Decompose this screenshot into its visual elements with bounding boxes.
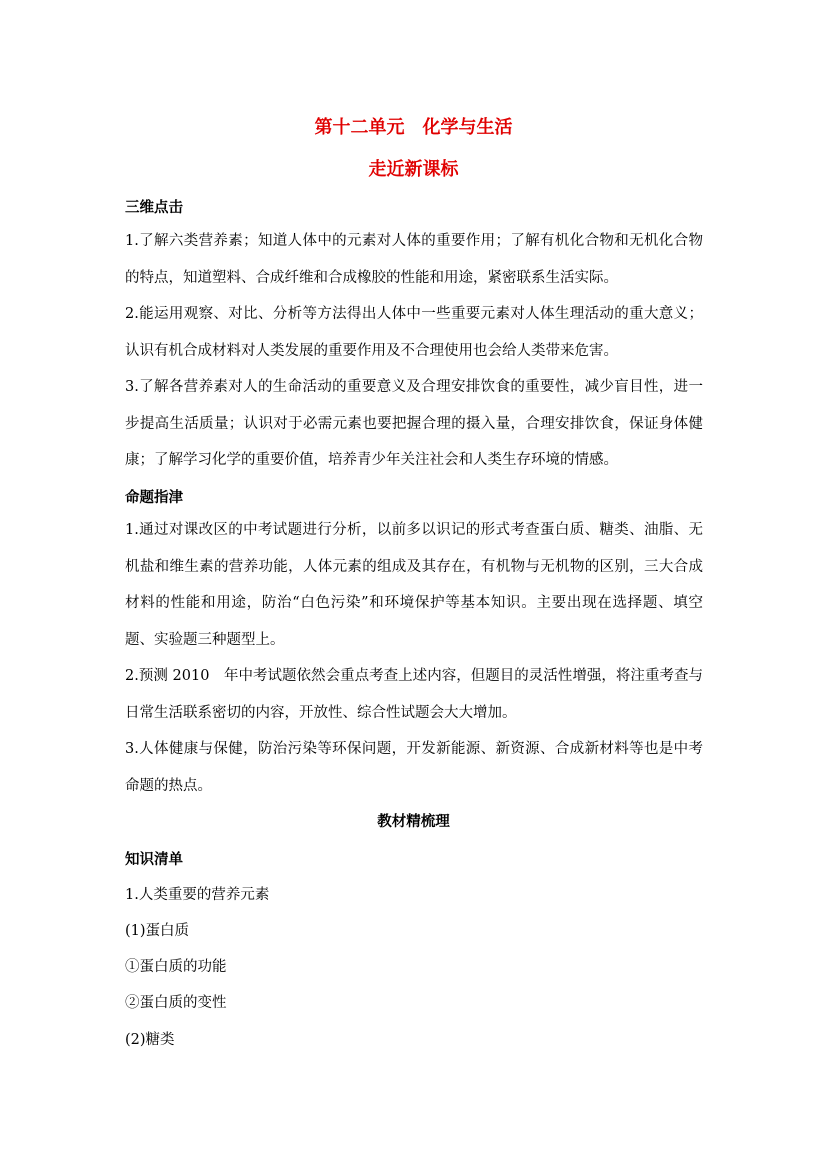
list-item: (1)蛋白质 [125, 923, 190, 939]
section-heading-sanwei: 三维点击 [125, 199, 183, 216]
list-item: (2)糖类 [125, 1032, 175, 1048]
paragraph-item: 3.了解各营养素对人的生命活动的重要意义及合理安排饮食的重要性，减少盲目性，进一步提高生活质量；认识对于必需元素也要把握合理的摄入量，合理安排饮食，保证身体健康；了解学习化学的重要价值，培养青少年关注社会和人类生存环境的情感。 [125, 379, 703, 468]
paragraph-item: 1.了解六类营养素；知道人体中的元素对人体的重要作用；了解有机化合物和无机化合物的特点，知道塑料、合成纤维和合成橡胶的性能和用途，紧密联系生活实际。 [125, 233, 703, 286]
paragraph-item: 1.通过对课改区的中考试题进行分析，以前多以识记的形式考查蛋白质、糖类、油脂、无机盐和维生素的营养功能，人体元素的组成及其存在，有机物与无机物的区别，三大合成材料的性能和用途，防治“白色污染”和环境保护等基本知识。主要出现在选择题、填空题、实验题三种题型上。 [125, 522, 703, 648]
list-item: 1.人类重要的营养元素 [125, 887, 270, 903]
section-heading-mingti: 命题指津 [125, 489, 183, 506]
list-item: ②蛋白质的变性 [125, 995, 227, 1011]
paragraph-item: 2.能运用观察、对比、分析等方法得出人体中一些重要元素对人体生理活动的重大意义；认识有机合成材料对人类发展的重要作用及不合理使用也会给人类带来危害。 [125, 306, 703, 359]
list-item: ①蛋白质的功能 [125, 959, 227, 975]
section-heading-jiaocai: 教材精梳理 [377, 813, 450, 830]
paragraph-item: 3.人体健康与保健，防治污染等环保问题，开发新能源、新资源、合成新材料等也是中考命题的热点。 [125, 741, 703, 794]
paragraph-item: 2.预测 2010 年中考试题依然会重点考查上述内容，但题目的灵活性增强，将注重考查与日常生活联系密切的内容，开放性、综合性试题会大大增加。 [125, 668, 703, 721]
subheading-zhishi: 知识清单 [125, 851, 183, 868]
unit-title: 第十二单元 化学与生活 [314, 117, 513, 138]
unit-subtitle: 走近新课标 [368, 159, 459, 180]
